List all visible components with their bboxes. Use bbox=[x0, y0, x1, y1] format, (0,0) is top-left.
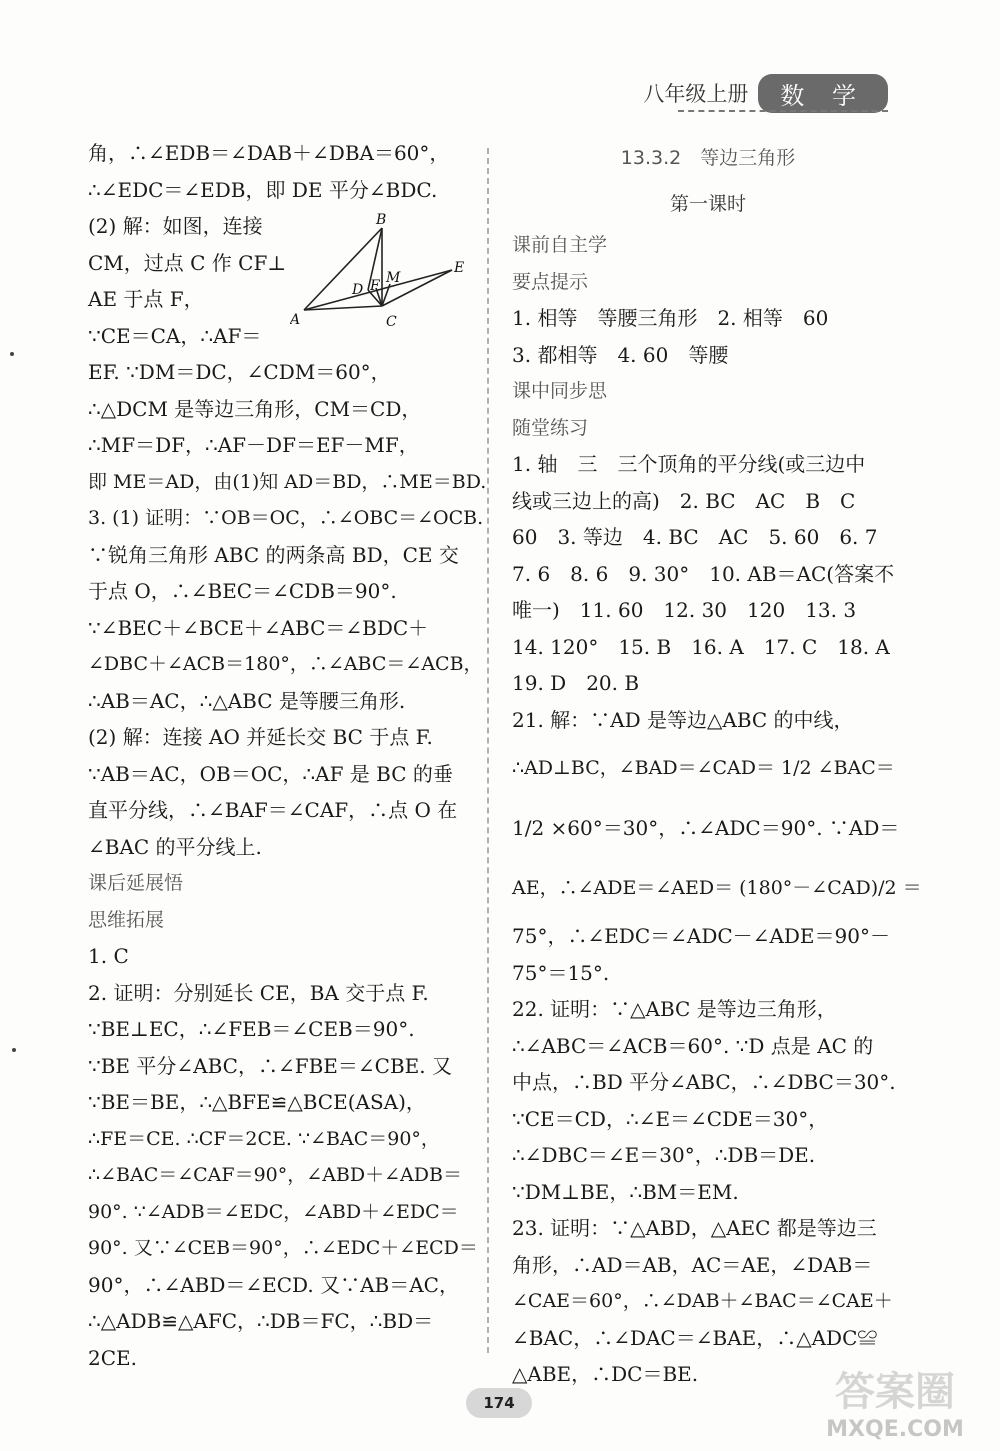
margin-dot bbox=[12, 1048, 16, 1052]
text-line: ∴∠DBC＝∠E＝30°，∴DB＝DE. bbox=[512, 1143, 816, 1167]
section-heading: 课前自主学 bbox=[512, 234, 608, 256]
text-line: 于点 O，∴∠BEC＝∠CDB＝90°. bbox=[88, 579, 397, 603]
text-line: ∴AB＝AC，∴△ABC 是等腰三角形. bbox=[88, 688, 406, 713]
label-C: C bbox=[386, 314, 397, 330]
text-line: EF. ∵DM＝DC，∠CDM＝60°， bbox=[88, 360, 391, 384]
text-line: ∴△DCM 是等边三角形，CM＝CD， bbox=[88, 396, 422, 421]
text-line: 线或三边上的高) 2. BC AC B C bbox=[512, 488, 856, 513]
text-line: ∵DM⊥BE，∴BM＝EM. bbox=[512, 1179, 739, 1204]
text-line: ∵CE＝CA，∴AF＝ bbox=[88, 323, 262, 348]
text-line: 22. 证明：∵△ABC 是等边三角形， bbox=[512, 997, 837, 1021]
text-line: 即 ME＝AD，由(1)知 AD＝BD，∴ME＝BD. bbox=[88, 470, 487, 493]
text-line: AE 于点 F， bbox=[88, 287, 204, 311]
text-line: ∴∠BAC＝∠CAF＝90°，∠ABD＋∠ADB＝ bbox=[88, 1164, 462, 1186]
watermark-cn: 答案圈 bbox=[835, 1369, 955, 1415]
label-B: B bbox=[376, 212, 387, 228]
margin-dot bbox=[10, 352, 14, 356]
text-line: 2CE. bbox=[88, 1345, 137, 1370]
watermark-logo bbox=[800, 1360, 990, 1448]
label-E: E bbox=[454, 260, 465, 276]
text-line: ∠CAE＝60°，∴∠DAB＋∠BAC＝∠CAE＋ bbox=[512, 1290, 893, 1312]
section-title: 13.3.2 等边三角形 bbox=[620, 147, 796, 169]
text-line: ∴MF＝DF，∴AF－DF＝EF－MF， bbox=[88, 433, 419, 457]
text-line: ∴AD⊥BC，∠BAD＝∠CAD＝ 1/2 ∠BAC＝ bbox=[512, 757, 895, 779]
text-line: △ABE，∴DC＝BE. bbox=[512, 1362, 699, 1386]
lesson-subtitle: 第一课时 bbox=[669, 193, 746, 215]
text-line: 90°，∴∠ABD＝∠ECD. 又∵AB＝AC， bbox=[88, 1272, 459, 1297]
text-line: 1/2 ×60°＝30°，∴∠ADC＝90°. ∵AD＝ bbox=[512, 816, 900, 840]
text-line: (2) 解：如图，连接 bbox=[88, 214, 263, 238]
text-line: ∵BE＝BE，∴△BFE≌△BCE(ASA)， bbox=[88, 1090, 426, 1114]
header-rule bbox=[678, 110, 888, 112]
page-header bbox=[643, 76, 888, 110]
column-divider bbox=[487, 148, 489, 1353]
text-line: 1. 相等 等腰三角形 2. 相等 60 bbox=[512, 306, 829, 330]
triangle-figure bbox=[290, 212, 480, 337]
right-column bbox=[512, 135, 922, 1393]
text-line: 唯一) 11. 60 12. 30 120 13. 3 bbox=[512, 598, 857, 622]
text-line: ∠BAC，∴∠DAC＝∠BAE，∴△ADC≌ bbox=[512, 1325, 878, 1350]
text-line: ∵锐角三角形 ABC 的两条高 BD，CE 交 bbox=[88, 542, 459, 567]
text-line: 角，∴∠EDB＝∠DAB＋∠DBA＝60°， bbox=[88, 141, 450, 165]
text-line: ∵∠BEC＋∠BCE＋∠ABC＝∠BDC＋ bbox=[88, 615, 429, 640]
text-line: ∵BE⊥EC，∴∠FEB＝∠CEB＝90°. bbox=[88, 1017, 415, 1041]
subject-badge: 数 学 bbox=[758, 74, 888, 113]
text-line: 75°，∴∠EDC＝∠ADC－∠ADE＝90°－ bbox=[512, 924, 890, 948]
text-line: ∠DBC＋∠ACB＝180°，∴∠ABC＝∠ACB， bbox=[88, 653, 483, 675]
text-line: 21. 解：∵AD 是等边△ABC 的中线， bbox=[512, 707, 854, 732]
label-M: M bbox=[386, 270, 401, 286]
text-line: AE，∴∠ADE＝∠AED＝ (180°－∠CAD)/2 ＝ bbox=[512, 877, 922, 899]
text-line: ∴∠ABC＝∠ACB＝60°. ∵D 点是 AC 的 bbox=[512, 1033, 874, 1058]
section-heading: 要点提示 bbox=[512, 270, 589, 293]
text-line: 直平分线，∴∠BAF＝∠CAF，∴点 O 在 bbox=[88, 798, 458, 822]
section-heading: 随堂练习 bbox=[512, 416, 589, 439]
text-line: 75°＝15°. bbox=[512, 960, 610, 985]
section-heading: 课后延展悟 bbox=[88, 872, 184, 894]
text-line: ∴FE＝CE. ∴CF＝2CE. ∵∠BAC＝90°， bbox=[88, 1127, 440, 1150]
text-line: 1. C bbox=[88, 944, 129, 968]
section-heading: 思维拓展 bbox=[88, 908, 165, 931]
watermark-url: MXQE.COM bbox=[826, 1417, 964, 1442]
text-line: 2. 证明：分别延长 CE，BA 交于点 F. bbox=[88, 980, 429, 1005]
text-line: ∴∠EDC＝∠EDB，即 DE 平分∠BDC. bbox=[88, 177, 438, 202]
page-number: 174 bbox=[466, 1388, 532, 1418]
text-line: 90°. 又∵∠CEB＝90°，∴∠EDC＋∠ECD＝ bbox=[88, 1237, 478, 1259]
text-line: ∴△ADB≌△AFC，∴DB＝FC，∴BD＝ bbox=[88, 1309, 434, 1333]
text-line: 23. 证明：∵△ABD，△AEC 都是等边三 bbox=[512, 1216, 877, 1240]
label-F: F bbox=[370, 278, 380, 294]
segment-AB bbox=[304, 228, 382, 310]
label-D: D bbox=[352, 282, 364, 298]
text-line: 3. 都相等 4. 60 等腰 bbox=[512, 342, 729, 367]
text-line: 角形，∴AD＝AB，AC＝AE，∠DAB＝ bbox=[512, 1252, 873, 1277]
text-line: 14. 120° 15. B 16. A 17. C 18. A bbox=[512, 634, 890, 659]
text-line: ∵CE＝CD，∴∠E＝∠CDE＝30°， bbox=[512, 1106, 829, 1131]
text-line: 90°. ∵∠ADB＝∠EDC，∠ABD＋∠EDC＝ bbox=[88, 1200, 459, 1223]
text-line: ∠BAC 的平分线上. bbox=[88, 834, 262, 859]
text-line: 60 3. 等边 4. BC AC 5. 60 6. 7 bbox=[512, 525, 878, 549]
text-line: CM，过点 C 作 CF⊥ bbox=[88, 250, 287, 275]
label-A: A bbox=[290, 312, 301, 328]
section-heading: 课中同步思 bbox=[512, 380, 608, 402]
text-line: 中点，∴BD 平分∠ABC，∴∠DBC＝30°. bbox=[512, 1070, 896, 1094]
text-line: ∵AB＝AC，OB＝OC，∴AF 是 BC 的垂 bbox=[88, 761, 453, 786]
text-line: 19. D 20. B bbox=[512, 671, 640, 695]
text-line: 1. 轴 三 三个顶角的平分线(或三边中 bbox=[512, 452, 866, 476]
text-line: ∵BE 平分∠ABC，∴∠FBE＝∠CBE. 又 bbox=[88, 1053, 452, 1078]
grade-label: 八年级上册 bbox=[643, 82, 749, 106]
text-line: 3. (1) 证明：∵OB＝OC，∴∠OBC＝∠OCB. bbox=[88, 507, 484, 529]
text-line: 7. 6 8. 6 9. 30° 10. AB＝AC(答案不 bbox=[512, 561, 895, 586]
text-line: (2) 解：连接 AO 并延长交 BC 于点 F. bbox=[88, 725, 433, 749]
